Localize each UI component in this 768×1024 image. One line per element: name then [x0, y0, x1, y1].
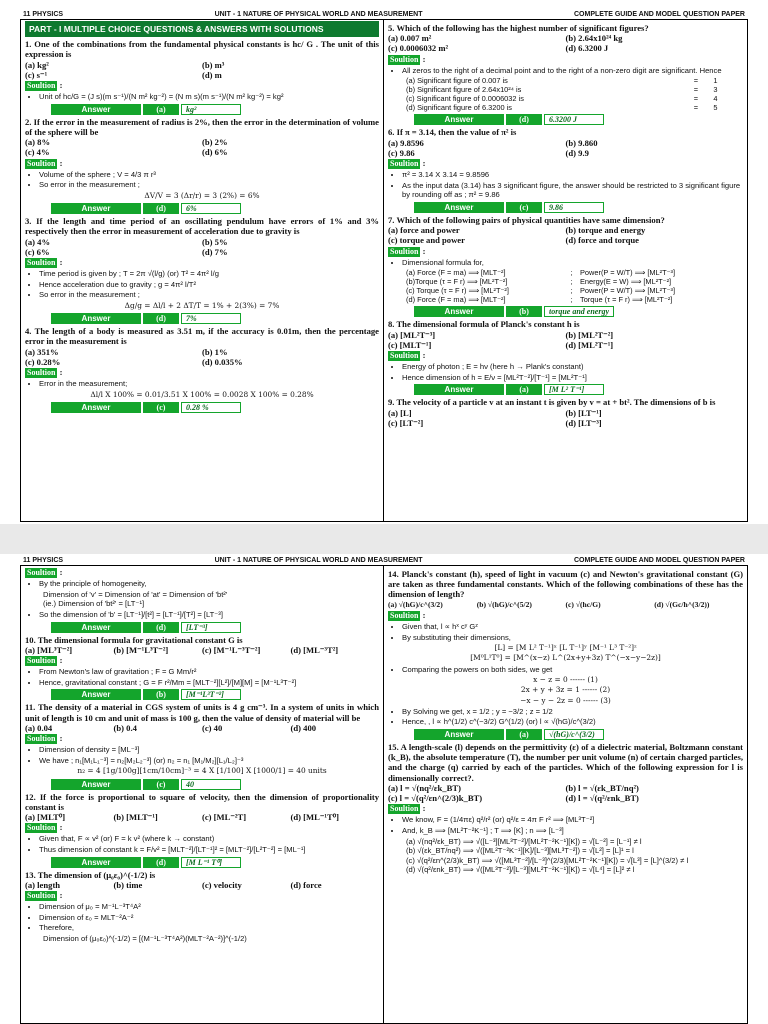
question-10: 10. The dimensional formula for gravitational constant G is: [25, 634, 243, 645]
solution-step: • So the dimension of 'b' = [LT⁻¹]/[t²] = [LT⁻¹]/[T²] = [LT⁻³]: [39, 610, 379, 620]
table-cell: =: [693, 94, 699, 104]
option-b: (b) 2.64x10²⁴ kg: [565, 33, 623, 44]
option-b: (b) [ML²T⁻²]: [565, 329, 614, 340]
solution-label: Soultion: [27, 655, 56, 665]
answer-option: (d): [143, 622, 179, 633]
header-title: COMPLETE GUIDE AND MODEL QUESTION PAPER: [573, 557, 745, 564]
solution-step: • Energy of photon ; E = hν (here h → Plank's constant): [402, 362, 743, 372]
option-d: (d) 6%: [202, 147, 228, 158]
header-subject: 11 PHYSICS: [23, 11, 64, 18]
answer-box: [414, 729, 743, 740]
question-5: 5. Which of the following has the highest number of significant figures?: [388, 23, 649, 33]
solution-step: • Hence acceleration due to gravity ; g = 4π² l/T²: [39, 280, 379, 290]
page-header: [20, 10, 748, 20]
solution-label: Soultion: [27, 890, 56, 900]
question-3: 3. If the length and time period of an oscillating pendulum have errors of 1% and 3% respectively then the error in measurement of acceleration due to gravity is: [25, 216, 379, 237]
answer-box: [51, 689, 379, 700]
solution-step: • And, k_B ⟹ [ML²T⁻²K⁻¹] ; T ⟹ [K] ; n ⟹ [L⁻³]: [402, 826, 743, 836]
solution-step: • Volume of the sphere ; V = 4/3 π r³: [39, 170, 379, 180]
solution-equation: [M⁰L¹T⁰] = [M^(x−z) L^(2x+y+3z) T^(−x−y−2z)]: [470, 653, 661, 663]
table-cell: ;: [570, 277, 573, 287]
solution-step: • Hence, gravitational constant ; G = F r²/Mm = [MLT⁻²][L²]/[M][M] = [M⁻¹L³T⁻²]: [39, 678, 379, 688]
option-c: (c) s⁻¹: [25, 69, 48, 80]
question-15: 15. A length-scale (l) depends on the permittivity (ε) of a dielectric material, Boltzmann constant (k_B), the absolute temperature (T), the number per unit volume (n) of certain charged particles, and the charge (q) carried by each of the particles. Which of the following expression for l is dimensionally correct?.: [388, 742, 743, 783]
solution-label: Soultion: [27, 258, 56, 268]
page-1: [20, 10, 748, 522]
option-c: (c) 9.86: [388, 147, 415, 158]
option-b: (b) 0.4: [113, 722, 137, 733]
answer-value: [M⁻¹L³T⁻²]: [181, 689, 241, 700]
answer-box: [414, 306, 743, 317]
option-d: (d) [ML⁻³T²]: [290, 644, 339, 655]
solution-step: • Comparing the powers on both sides, we get: [402, 665, 743, 675]
option-c: (c) 0.28%: [25, 356, 61, 367]
answer-label: Answer: [414, 384, 504, 395]
answer-box: [51, 313, 379, 324]
solution-equation: ΔV/V = 3 (Δr/r) = 3 (2%) = 6%: [144, 191, 260, 201]
answer-label: Answer: [51, 203, 141, 214]
solution-label: Soultion: [27, 823, 56, 833]
solution-step: • π² = 3.14 X 3.14 = 9.8596: [402, 170, 743, 180]
option-c: (c) 40: [202, 722, 223, 733]
option-b: (b) 1%: [202, 346, 228, 357]
options-6: [388, 138, 743, 158]
answer-option: (c): [506, 202, 542, 213]
solution-label: Soultion: [27, 568, 56, 577]
table-cell: Torque (τ = F r) ⟹ [ML²T⁻²]: [580, 295, 673, 305]
question-11: 11. The density of a material in CGS system of units is 4 g cm⁻³. In a system of units in which unit of length is 10 cm and unit of mass is 100 g, then the value of density of material will be: [25, 702, 379, 723]
answer-option: (a): [143, 104, 179, 115]
page-header: [20, 556, 748, 566]
solution-label: Soultion: [390, 804, 419, 814]
options-2: [25, 137, 379, 157]
option-c: (c) 6%: [25, 246, 50, 257]
solution-line: Dimension of (μ₀ε₀)^(-1/2) = [(M⁻¹L⁻³T⁴A²)(MLT⁻²A⁻²)]^(-1/2): [43, 933, 247, 943]
table-cell: =: [693, 76, 699, 86]
solution-line: (d) √(q²/εnk_BT) ⟹ √([ML³T⁻²]/[L⁻³][ML²T⁻²K⁻¹][K]) = √[L⁴] = [L]² ≠ l: [406, 865, 635, 875]
question-13: 13. The dimension of (μ₀ε₀)^(-1/2) is: [25, 869, 156, 880]
option-d: (d) 0.035%: [202, 356, 243, 367]
answer-label: Answer: [51, 622, 141, 633]
solution-equation: n₂ = 4 [1g/100g][1cm/10cm]⁻³ = 4 X [1/100] X [1000/1] = 40 units: [77, 766, 327, 776]
option-b: (b) [LT⁻¹]: [565, 407, 602, 418]
option-d: (d) l = √(q²/εnk_BT): [565, 793, 639, 804]
option-b: (b) l = √(εk_BT/nq²): [565, 782, 639, 793]
solution-step: • We have ; n₁[M₁L₁⁻³] = n₂[M₂L₂⁻³] (or) n₂ = n₁ [M₁/M₂][L₁/L₂]⁻³: [39, 756, 379, 766]
solution-line: (ie.) Dimension of 'bt²' = [LT⁻¹]: [43, 599, 145, 609]
option-c: (c) 4%: [25, 147, 50, 158]
solution-step: • Dimension of μ₀ = M⁻¹L⁻³T⁴A²: [39, 902, 379, 912]
answer-value: [LT⁻³]: [181, 622, 241, 633]
option-a: (a) kg²: [25, 59, 49, 70]
option-a: (a) length: [25, 879, 61, 890]
table-cell: Power(P = W/T) ⟹ [ML²T⁻³]: [580, 268, 676, 278]
left-column: PART - I MULTIPLE CHOICE QUESTIONS & ANSWERS WITH SOLUTIONS 1. One of the combinations from the fundamental physical constants is hc/ G . The unit of this expression is (a) kg² (b) m³ (c) s⁻¹ (d) m Soultion : • Unit of hc/G = (J s)(m s⁻¹)/(N m² kg⁻²) = (N m s)(m s⁻¹)/(N m² kg⁻²) = kg² Answer (a) kg² 2. If the error in the measurement of radius is 2%, then the error in the determination of volume of the sphere will be (a) 8% (b) 2% (c) 4% (d) 6% Soultion : • Volume of the sphere ; V = 4/3 π r³ • So error in the measurement ; ΔV/V = 3 (Δr/r) = 3 (2%) = 6% Answer (d) 6% 3. If the length and time period of an oscillating pendulum have errors of 1% and 3% respectively then the error in measurement of acceleration due to gravity is (a) 4% (b) 5% (c) 6% (d) 7% Soultion : • Time period is given by ; T = 2π √(l/g) (or) T² = 4π² l/g • Hence acceleration due to gravity ; g = 4π² l/T² • So error in the measurement ; Δg/g = Δl/l + 2 ΔT/T = 1% + 2(3%) = 7% Answer (d) 7% 4. The length of a body is measured as 3.51 m, if the accuracy is 0.01m, then the percentage error in the measurement is (a) 351% (b) 1% (c) 0.28% (d) 0.035% Soultion : • Error in the measurement; Δl/l X 100% = 0.01/3.51 X 100% = 0.0028 X 100% = 0.28% Answer (c) 0.28 %: [21, 20, 384, 521]
solution-step: • Given that, F ∝ v² (or) F = k v² (where k → constant): [39, 834, 379, 844]
solution-step: • Error in the measurement;: [39, 379, 379, 389]
answer-box: [414, 384, 743, 395]
answer-value: torque and energy: [544, 306, 614, 317]
option-b: (b) √(hG)/c^(5/2): [476, 599, 532, 609]
option-c: (c) [LT⁻²]: [388, 417, 424, 428]
answer-label: Answer: [51, 779, 141, 790]
option-a: (a) [ML²T⁻³]: [388, 329, 436, 340]
options-5: [388, 33, 743, 53]
solution-equation: −x − y − 2z = 0 ------ (3): [520, 695, 611, 705]
solution-step: • Hence dimension of h = E/ν = [ML²T⁻²]/[T⁻¹] = [ML²T⁻¹]: [402, 373, 743, 383]
solution-equation: Δg/g = Δl/l + 2 ΔT/T = 1% + 2(3%) = 7%: [124, 301, 280, 311]
answer-label: Answer: [51, 689, 141, 700]
option-a: (a) [ML³T⁻²]: [25, 644, 73, 655]
option-d: (d) force: [290, 879, 322, 890]
question-1: 1. One of the combinations from the fundamental physical constants is hc/ G . The unit of this expression is: [25, 39, 379, 60]
table-cell: (b)Torque (τ = F r) ⟹ [ML²T⁻²]: [406, 277, 508, 287]
answer-value: 9.86: [544, 202, 604, 213]
table-cell: =: [693, 103, 699, 113]
solution-label: Soultion: [390, 246, 419, 256]
answer-box: [51, 857, 379, 868]
table-cell: (a) Force (F = ma) ⟹ [MLT⁻²]: [406, 268, 506, 278]
answer-value: 6%: [181, 203, 241, 214]
solution-step: • By the principle of homogeneity,: [39, 579, 379, 589]
options-15: [388, 783, 743, 803]
answer-option: (d): [143, 203, 179, 214]
option-c: (c) √(hc/G): [565, 599, 601, 609]
options-3: [25, 237, 379, 257]
solution-step: • By Solving we get, x = 1/2 ; y = −3/2 ; z = 1/2: [402, 707, 743, 717]
table-cell: (b) Significant figure of 2.64x10²⁴ is: [406, 85, 522, 95]
solution-step: • Dimensional formula for,: [402, 258, 743, 268]
question-7: 7. Which of the following pairs of physical quantities have same dimension?: [388, 215, 665, 225]
header-subject: 11 PHYSICS: [23, 557, 64, 564]
solution-label: Soultion: [390, 610, 419, 620]
options-8: [388, 330, 743, 350]
answer-option: (d): [143, 313, 179, 324]
option-c: (c) [ML⁻²T]: [202, 811, 247, 822]
answer-label: Answer: [51, 857, 141, 868]
answer-value: 40: [181, 779, 241, 790]
option-a: (a) 9.8596: [388, 137, 424, 148]
table-cell: (d) Significant figure of 6.3200 is: [406, 103, 512, 113]
table-cell: 4: [713, 94, 718, 104]
options-1: [25, 60, 379, 80]
solution-step: • So error in the measurement ;: [39, 290, 379, 300]
answer-box: [51, 402, 379, 413]
option-d: (d) [ML⁻¹T⁰]: [290, 811, 340, 822]
options-12: [25, 812, 379, 822]
options-9: [388, 408, 743, 428]
option-c: (c) torque and power: [388, 235, 465, 246]
option-a: (a) 8%: [25, 137, 51, 148]
table-cell: Energy(E = W) ⟹ [ML²T⁻²]: [580, 277, 672, 287]
answer-label: Answer: [414, 306, 504, 317]
answer-option: (a): [506, 384, 542, 395]
solution-line: (b) √(εk_BT/nq²) ⟹ √([ML²T⁻²K⁻¹][K]/[L⁻³][ML³T⁻²]) = √[L²] = [L]¹ = l: [406, 846, 634, 856]
question-2: 2. If the error in the measurement of radius is 2%, then the error in the determination of volume of the sphere will be: [25, 116, 379, 138]
answer-label: Answer: [414, 114, 504, 125]
answer-label: Answer: [414, 729, 504, 740]
solution-equation: x − z = 0 ------ (1): [533, 675, 598, 685]
answer-value: 0.28 %: [181, 402, 241, 413]
solution-step: • As the input data (3.14) has 3 significant figure, the answer should be restricted to 3 significant figure by rounding off as ; π² = 9.86: [402, 181, 743, 200]
table-cell: =: [693, 85, 699, 95]
header-title: COMPLETE GUIDE AND MODEL QUESTION PAPER: [573, 11, 745, 18]
options-11: [25, 723, 379, 733]
option-a: (a) [MLT⁰]: [25, 811, 66, 822]
answer-option: (a): [506, 729, 542, 740]
option-a: (a) 4%: [25, 236, 51, 247]
question-8: 8. The dimensional formula of Planck's constant h is: [388, 319, 580, 330]
sigfig-table: [404, 76, 731, 112]
answer-label: Answer: [51, 104, 141, 115]
solution-line: (a) √(nq²/εk_BT) ⟹ √([L⁻³][ML³T⁻²]/[ML²T⁻²K⁻¹][K]) = √[L⁻²] = [L⁻¹] ≠ l: [406, 836, 642, 846]
answer-value: [M L² T⁻¹]: [544, 384, 604, 395]
option-a: (a) 351%: [25, 346, 59, 357]
answer-label: Answer: [414, 202, 504, 213]
left-column: Soultion : • By the principle of homogeneity, Dimension of 'v' = Dimension of 'at' = Dimension of 'bt²' (ie.) Dimension of 'bt²' = [LT⁻¹] • So the dimension of 'b' = [LT⁻¹]/[t²] = [LT⁻¹]/[T²] = [LT⁻³] Answer (d) [LT⁻³] 10. The dimensional formula for gravitational constant G is (a) [ML³T⁻²] (b) [M⁻¹L³T⁻²] (c) [M⁻¹L⁻³T⁻²] (d) [ML⁻³T²] Soultion : • From Newton's law of gravitation ; F = G Mm/r² • Hence, gravitational constant ; G = F r²/Mm = [MLT⁻²][L²]/[M][M] = [M⁻¹L³T⁻²] Answer (b) [M⁻¹L³T⁻²] 11. The density of a material in CGS system of units is 4 g cm⁻³. In a system of units in which unit of length is 10 cm and unit of mass is 100 g, then the value of density of material will be (a) 0.04 (b) 0.4 (c) 40 (d) 400 Soultion : • Dimension of density = [ML⁻³] • We have ; n₁[M₁L₁⁻³] = n₂[M₂L₂⁻³] (or) n₂ = n₁ [M₁/M₂][L₁/L₂]⁻³ n₂ = 4 [1g/100g][1cm/10cm]⁻³ = 4 X [1/100] X [1000/1] = 40 units Answer (c) 40 12. If the force is proportional to square of velocity, then the dimension of proportionality constant is (a) [MLT⁰] (b) [MLT⁻¹] (c) [ML⁻²T] (d) [ML⁻¹T⁰] Soultion : • Given that, F ∝ v² (or) F = k v² (where k → constant) • Thus dimension of constant k = F/v² = [MLT⁻²]/[LT⁻¹]² = [MLT⁻²]/[L²T⁻²] = [ML⁻¹] Answer (d) [M L⁻¹ T⁰] 13. The dimension of (μ₀ε₀)^(-1/2) is (a) length (b) time (c) velocity (d) force Soultion : • Dimension of μ₀ = M⁻¹L⁻³T⁴A² • Dimension of ε₀ = MLT⁻²A⁻² • Therefore, Dimension of (μ₀ε₀)^(-1/2) = [(M⁻¹L⁻³T⁴A²)(MLT⁻²A⁻²)]^(-1/2): [21, 566, 384, 1023]
option-d: (d) [LT⁻³]: [565, 417, 602, 428]
solution-step: • By substituting their dimensions,: [402, 633, 743, 643]
answer-option: (c): [143, 402, 179, 413]
question-6: 6. If π = 3.14, then the value of π² is: [388, 127, 517, 138]
options-4: [25, 347, 379, 367]
option-d: (d) 7%: [202, 246, 228, 257]
solution-step: • Time period is given by ; T = 2π √(l/g) (or) T² = 4π² l/g: [39, 269, 379, 279]
option-d: (d) √(Gc/h^(3/2)): [654, 599, 710, 609]
question-12: 12. If the force is proportional to square of velocity, then the dimension of proportionality constant is: [25, 791, 379, 812]
option-c: (c) [MLT⁻¹]: [388, 339, 432, 350]
answer-value: kg²: [181, 104, 241, 115]
option-b: (b) m³: [202, 59, 225, 70]
answer-box: [51, 622, 379, 633]
option-c: (c) l = √(q²/εn^(2/3)k_BT): [388, 793, 483, 804]
solution-step: • So error in the measurement ;: [39, 180, 379, 190]
solution-step: • From Newton's law of gravitation ; F = G Mm/r²: [39, 667, 379, 677]
options-7: [388, 225, 743, 245]
question-4: 4. The length of a body is measured as 3.51 m, if the accuracy is 0.01m, then the percentage error in the measurement is: [25, 326, 379, 347]
question-9: 9. The velocity of a particle v at an instant t is given by v = at + bt². The dimensions of b is: [388, 397, 716, 408]
option-d: (d) 400: [290, 722, 317, 733]
options-10: [25, 645, 379, 655]
header-unit: UNIT - 1 NATURE OF PHYSICAL WORLD AND MEASUREMENT: [214, 11, 423, 18]
solution-line: (c) √(q²/εn^(2/3)k_BT) ⟹ √([ML³T⁻²]/[L⁻³]^(2/3)[ML²T⁻²K⁻¹][K]) = √[L³] = [L]^(3/2) ≠ l: [406, 855, 689, 865]
solution-equation: Δl/l X 100% = 0.01/3.51 X 100% = 0.0028 X 100% = 0.28%: [90, 389, 314, 399]
answer-option: (d): [143, 857, 179, 868]
option-d: (d) force and torque: [565, 235, 639, 246]
solution-step: • Unit of hc/G = (J s)(m s⁻¹)/(N m² kg⁻²) = (N m s)(m s⁻¹)/(N m² kg⁻²) = kg²: [39, 92, 379, 102]
solution-step: • Therefore,: [39, 923, 379, 933]
table-cell: ;: [570, 268, 573, 278]
solution-label: Soultion: [27, 158, 56, 168]
options-14: [388, 600, 743, 610]
solution-label: Soultion: [390, 351, 419, 361]
option-b: (b) [M⁻¹L³T⁻²]: [113, 644, 169, 655]
answer-option: (d): [506, 114, 542, 125]
answer-box: [51, 203, 379, 214]
table-cell: (c) Significant figure of 0.0006032 is: [406, 94, 524, 104]
solution-label: Soultion: [27, 733, 56, 743]
option-d: (d) m: [202, 69, 222, 80]
option-b: (b) [MLT⁻¹]: [113, 811, 158, 822]
option-a: (a) l = √(nq²/εk_BT): [388, 782, 461, 793]
answer-box: [51, 779, 379, 790]
answer-value: [M L⁻¹ T⁰]: [181, 857, 241, 868]
question-14: 14. Planck's constant (h), speed of light in vacuum (c) and Newton's gravitational constant (G) are taken as three fundamental constants. Which of the following combinations of these has the dimension of length?: [388, 569, 743, 600]
table-cell: ;: [570, 295, 573, 305]
solution-step: • Dimension of density = [ML⁻³]: [39, 745, 379, 755]
table-cell: (d) Force (F = ma) ⟹ [MLT⁻²]: [406, 295, 506, 305]
table-cell: Power(P = W/T) ⟹ [ML²T⁻³]: [580, 286, 676, 296]
page-2: [20, 556, 748, 1024]
dimension-table: [404, 268, 731, 304]
option-a: (a) force and power: [388, 225, 460, 236]
solution-step: • Thus dimension of constant k = F/v² = [MLT⁻²]/[LT⁻¹]² = [MLT⁻²]/[L²T⁻²] = [ML⁻¹]: [39, 845, 379, 855]
answer-box: [414, 114, 743, 125]
option-a: (a) √(hG)/c^(3/2): [388, 599, 443, 609]
options-13: [25, 880, 379, 890]
option-b: (b) 2%: [202, 137, 228, 148]
table-cell: 1: [713, 76, 718, 86]
option-c: (c) velocity: [202, 879, 242, 890]
answer-value: 6.3200 J: [544, 114, 604, 125]
right-column: 5. Which of the following has the highest number of significant figures? (a) 0.007 m² (b) 2.64x10²⁴ kg (c) 0.0006032 m² (d) 6.3200 J Soultion : • All zeros to the right of a decimal point and to the right of a non-zero digit are significant. Hence (a) Significant figure of 0.007 is = 1 (b) Significant figure of 2.64x10²⁴ is = 3 (c) Significant figure of 0.0006032 is = 4 (d) Significant figure of 6.3200 is = 5 Answer (d) 6.3200 J 6. If π = 3.14, then the value of π² is (a) 9.8596 (b) 9.860 (c) 9.86 (d) 9.9 Soultion : • π² = 3.14 X 3.14 = 9.8596 • As the input data (3.14) has 3 significant figure, the answer should be restricted to 3 significant figure by rounding off as ; π² = 9.86 Answer (c) 9.86 7. Which of the following pairs of physical quantities have same dimension? (a) force and power (b) torque and energy (c) torque and power (d) force and torque Soultion : • Dimensional formula for, (a) Force (F = ma) ⟹ [MLT⁻²] ; Power(P = W/T) ⟹ [ML²T⁻³] (b)Torque (τ = F r) ⟹ [ML²T⁻²] ; Energy(E = W) ⟹ [ML²T⁻²] (c) Torque (τ = F r) ⟹ [ML²T⁻²] ; Power(P = W/T) ⟹ [ML²T⁻³] (d) Force (F = ma) ⟹ [MLT⁻²] ; Torque (τ = F r) ⟹ [ML²T⁻²] Answer (b) torque and energy 8. The dimensional formula of Planck's constant h is (a) [ML²T⁻³] (b) [ML²T⁻²] (c) [MLT⁻¹] (d) [ML²T⁻¹] Soultion : • Energy of photon ; E = hν (here h → Plank's constant) • Hence dimension of h = E/ν = [ML²T⁻²]/[T⁻¹] = [ML²T⁻¹] Answer (a) [M L² T⁻¹] 9. The velocity of a particle v at an instant t is given by v = at + bt². The dimensions of b is (a) [L] (b) [LT⁻¹] (c) [LT⁻²] (d) [LT⁻³]: [384, 20, 747, 521]
answer-option: (b): [506, 306, 542, 317]
solution-line: Dimension of 'v' = Dimension of 'at' = Dimension of 'bt²': [43, 589, 228, 599]
option-d: (d) 9.9: [565, 147, 589, 158]
option-a: (a) [L]: [388, 407, 412, 418]
table-cell: (c) Torque (τ = F r) ⟹ [ML²T⁻²]: [406, 286, 509, 296]
solution-label: Soultion: [390, 159, 419, 169]
answer-box: [414, 202, 743, 213]
option-b: (b) 5%: [202, 236, 228, 247]
table-cell: 3: [713, 85, 718, 95]
answer-option: (c): [143, 779, 179, 790]
option-b: (b) 9.860: [565, 137, 598, 148]
answer-label: Answer: [51, 402, 141, 413]
solution-step: • We know, F = (1/4πε) q²/r² (or) q²/ε = 4π F r² ⟹ [ML³T⁻²]: [402, 815, 743, 825]
page-separator: [0, 524, 768, 554]
answer-value: √(hG)/c^(3/2): [544, 729, 604, 740]
answer-option: (b): [143, 689, 179, 700]
option-a: (a) 0.007 m²: [388, 33, 432, 44]
solution-step: • Given that, l ∝ hˣ cʸ Gᶻ: [402, 622, 743, 632]
table-cell: ;: [570, 286, 573, 296]
option-b: (b) torque and energy: [565, 225, 646, 236]
table-cell: 5: [713, 103, 718, 113]
solution-step: • All zeros to the right of a decimal point and to the right of a non-zero digit are significant. Hence: [402, 66, 743, 76]
option-d: (d) [ML²T⁻¹]: [565, 339, 614, 350]
solution-label: Soultion: [27, 81, 56, 91]
answer-box: [51, 104, 379, 115]
option-d: (d) 6.3200 J: [565, 43, 609, 54]
solution-equation: 2x + y + 3z = 1 ------ (2): [520, 685, 611, 695]
header-unit: UNIT - 1 NATURE OF PHYSICAL WORLD AND MEASUREMENT: [214, 557, 423, 564]
answer-value: 7%: [181, 313, 241, 324]
right-column: 14. Planck's constant (h), speed of light in vacuum (c) and Newton's gravitational constant (G) are taken as three fundamental constants. Which of the following combinations of these has the dimension of length? (a) √(hG)/c^(3/2) (b) √(hG)/c^(5/2) (c) √(hc/G) (d) √(Gc/h^(3/2)) Soultion : • Given that, l ∝ hˣ cʸ Gᶻ • By substituting their dimensions, [L] = [M L² T⁻¹]ˣ [L T⁻¹]ʸ [M⁻¹ L³ T⁻²]ᶻ [M⁰L¹T⁰] = [M^(x−z) L^(2x+y+3z) T^(−x−y−2z)] • Comparing the powers on both sides, we get x − z = 0 ------ (1) 2x + y + 3z = 1 ------ (2) −x − y − 2z = 0 ------ (3) • By Solving we get, x = 1/2 ; y = −3/2 ; z = 1/2 • Hence, , l ∝ h^(1/2) c^(−3/2) G^(1/2) (or) l ∝ √(hG)/c^(3/2) Answer (a) √(hG)/c^(3/2) 15. A length-scale (l) depends on the permittivity (ε) of a dielectric material, Boltzmann constant (k_B), the absolute temperature (T), the number per unit volume (n) of certain charged particles, and the charge (q) carried by each of the particles. Which of the following expression for l is dimensionally correct?. (a) l = √(nq²/εk_BT) (b) l = √(εk_BT/nq²) (c) l = √(q²/εn^(2/3)k_BT) (d) l = √(q²/εnk_BT) Soultion : • We know, F = (1/4πε) q²/r² (or) q²/ε = 4π F r² ⟹ [ML³T⁻²] • And, k_B ⟹ [ML²T⁻²K⁻¹] ; T ⟹ [K] ; n ⟹ [L⁻³] (a) √(nq²/εk_BT) ⟹ √([L⁻³][ML³T⁻²]/[ML²T⁻²K⁻¹][K]) = √[L⁻²] = [L⁻¹] ≠ l (b) √(εk_BT/nq²) ⟹ √([ML²T⁻²K⁻¹][K]/[L⁻³][ML³T⁻²]) = √[L²] = [L]¹ = l (c) √(q²/εn^(2/3)k_BT) ⟹ √([ML³T⁻²]/[L⁻³]^(2/3)[ML²T⁻²K⁻¹][K]) = √[L³] = [L]^(3/2) ≠ l (d) √(q²/εnk_BT) ⟹ √([ML³T⁻²]/[L⁻³][ML²T⁻²K⁻¹][K]) = √[L⁴] = [L]² ≠ l: [384, 566, 747, 1023]
table-cell: (a) Significant figure of 0.007 is: [406, 76, 508, 86]
option-c: (c) [M⁻¹L⁻³T⁻²]: [202, 644, 261, 655]
answer-label: Answer: [51, 313, 141, 324]
section-banner: PART - I MULTIPLE CHOICE QUESTIONS & ANSWERS WITH SOLUTIONS: [25, 21, 379, 37]
option-b: (b) time: [113, 879, 143, 890]
option-c: (c) 0.0006032 m²: [388, 43, 449, 54]
option-a: (a) 0.04: [25, 722, 53, 733]
solution-step: • Dimension of ε₀ = MLT⁻²A⁻²: [39, 913, 379, 923]
solution-label: Soultion: [390, 54, 419, 64]
solution-label: Soultion: [27, 368, 56, 378]
solution-equation: [L] = [M L² T⁻¹]ˣ [L T⁻¹]ʸ [M⁻¹ L³ T⁻²]ᶻ: [494, 643, 637, 653]
solution-step: • Hence, , l ∝ h^(1/2) c^(−3/2) G^(1/2) (or) l ∝ √(hG)/c^(3/2): [402, 717, 743, 727]
